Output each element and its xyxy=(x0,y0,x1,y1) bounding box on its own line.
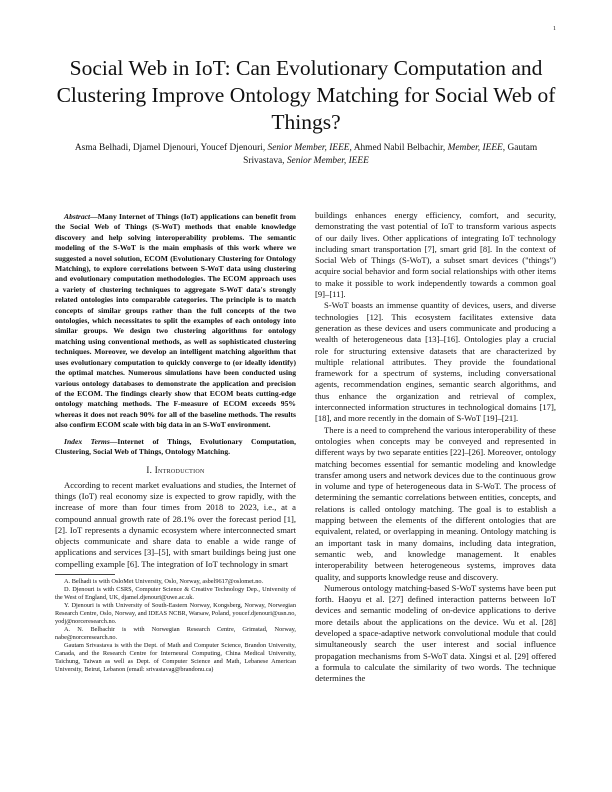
abstract-label: Abstract xyxy=(64,212,91,221)
footnote: Y. Djenouri is with University of South-Eastern Norway, Kongsberg, Norway, Norwegian Research Centre, Oslo, Norway, and IDEAS NCBR, Warsaw, Poland, youcef.djenouri@usn.no, yodj@norceresearch.no. xyxy=(55,602,296,626)
right-column xyxy=(315,210,556,684)
index-terms xyxy=(55,437,296,458)
body-paragraph: Numerous ontology matching-based S-WoT systems have been put forth. Haoyu et al. [27] defined interaction patterns between IoT devices and semantic modeling of on-device applications to derive more details about the applications on the device. Wu et al. [28] developed a space-adaptive network convolutional module that could simultaneously search the user interest and social influence propagation mechanisms from S-WoT data. Xingsi et al. [29] offered a formula to calculate the similarity of two words. The technique determines the xyxy=(315,582,556,684)
index-terms-label: Index Terms xyxy=(64,436,110,446)
author-role: Member, xyxy=(447,143,481,153)
paper-title: Social Web in IoT: Can Evolutionary Computation and Clustering Improve Ontology Matching for Social Web of Things? xyxy=(56,56,556,134)
left-column xyxy=(55,212,296,674)
page-number: 1 xyxy=(553,26,556,32)
body-paragraph: S-WoT boasts an immense quantity of devices, users, and diverse technologies [12]. This ecosystem facilitates extensive data generation as these devices and users communicate and producing a wealth of heterogeneous data [13]–[16]. Ontologies play a crucial role for structuring extensive datasets that are characterized by multiple relational attributes. They provide the foundational framework for a spectrum of systems, including conversational agents, recommendation engines, semantic search algorithms, and thus enhance the organization and retrieval of complex, interconnected information structures in technological domains [17], [18], and more recently in the domain of S-WoT [19]–[21]. xyxy=(315,300,556,424)
author-names: , Ahmed Nabil Belbachir, xyxy=(349,143,448,153)
author-role: IEEE xyxy=(482,143,503,153)
footnotes xyxy=(55,578,296,674)
abstract xyxy=(55,212,296,431)
footnote: Gautam Srivastava is with the Dept. of Math and Computer Science, Brandon University, Canada, and the Research Centre for Interneural Computing, China Medical University, Taichung, Taiwan as well as Dept. of Computer Science and Math, Lebanese American University, Beirut, Lebanon (email: srivastavag@brandonu.ca) xyxy=(55,642,296,674)
author-names: Asma Belhadi, Djamel Djenouri, Youcef Djenouri, xyxy=(74,143,268,153)
footnote-rule xyxy=(55,574,115,575)
section-heading: I. Introduction xyxy=(146,465,205,476)
footnote: D. Djenouri is with CSRS, Computer Science & Creative Technology Dep., University of the West of England, UK, djamel.djenouri@uwe.ac.uk. xyxy=(55,586,296,602)
body-paragraph: There is a need to comprehend the various interoperability of these ontologies when concepts may be conveyed and represented in different ways by two separate entities [22]–[26]. Moreover, ontology matching becomes essential for semantic modeling and knowledge transfer among users and network devices due to the continuous grow in volume and type of heterogeneous data in S-WoT. The process of determining the semantic correlations between entities, concepts, and relations is called ontology matching. The goal is to establish a mapping between the elements of the different ontologies that are equivalent, related, or overlapping in meaning. Ontology matching is an important task in many domains, including data integration, semantic web, and knowledge management. It enables interoperability between heterogeneous systems, improves data quality, and supports knowledge reuse and discovery. xyxy=(315,424,556,582)
author-names: , Gautam Srivastava, xyxy=(243,143,538,166)
body-paragraph: buildings enhances energy efficiency, comfort, and security, demonstrating the vast potential of IoT to transform various aspects of our daily lives. Other applications of integrating IoT technology including smart transportation [7], smart grid [8]. In the context of Social Web of Things (S-WoT), a subset smart devices ("things") acquire social behavior and form social relationships with other items to make it possible to work independently towards a common goal [9]–[11]. xyxy=(315,210,556,300)
author-list xyxy=(62,142,550,168)
intro-paragraph: According to recent market evaluations and studies, the Internet of things (IoT) real economy size is expected to grow rapidly, with the increase of more than four times from 2018 to 2023, i.e., at a compound annual growth rate of 28.1% over the forecast period [1], [2]. IoT represents a dynamic ecosystem where interconnected smart objects communicate and share data to enable a wide range of applications and services [3]–[5], with smart buildings being just one compelling example [6]. The integration of IoT technology in smart xyxy=(55,479,296,569)
author-role: Senior Member, IEEE xyxy=(286,156,369,166)
abstract-text: —Many Internet of Things (IoT) applications can benefit from the Social Web of Things (S-WoT) methods that enable knowledge discovery and help solving interoperability problems. The semantic modeling of the S-WoT is the main emphasis of this work where we suggested a novel solution, ECOM (Evolutionary Clustering for Ontology Matching), to explore correlations between S-WoT data using clustering and evolutionary computation methodologies. The ECOM approach uses a variety of clustering techniques to aggregate S-WoT data's strongly related ontologies into comparable categories. The principle is to match concepts of similar groups rather than the full concepts of the two ontologies, which necessitates to split the examples of each ontology into similar groups. We design two clustering algorithms for ontology matching using conventional methods, as well as sophisticated clustering techniques. Moreover, we develop an intelligent matching algorithm that uses evolutionary computation to quickly converge to (or ideally identify) the optimal matches. Numerous simulations have been conducted using various ontology databases to demonstrate the application and precision of the ECOM. The findings clearly show that ECOM beats cutting-edge ontology matching methods. The F-measure of ECOM exceeds 95% whereas it does not reach 90% for all of the baseline methods. The results also confirm ECOM scale with big data in an S-WoT environment. xyxy=(55,212,296,430)
index-terms-text: —Internet of Things, Evolutionary Computation, Clustering, Social Web of Things, Ontology Matching. xyxy=(55,436,296,456)
footnote: A. Belhadi is with OsloMet University, Oslo, Norway, asbel9617@oslomet.no. xyxy=(64,578,264,586)
footnote: A. N. Belbachir is with Norwegian Research Centre, Grimstad, Norway, nabe@norceresearch.no. xyxy=(55,626,296,642)
author-role: Senior Member, IEEE xyxy=(267,143,350,153)
